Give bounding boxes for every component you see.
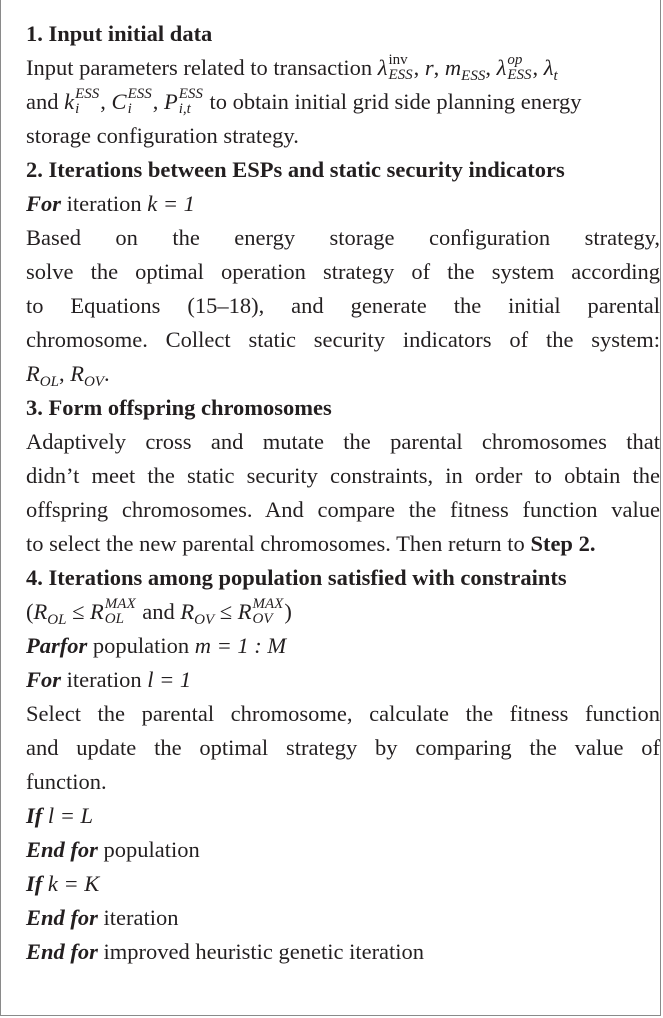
step4-if-k: If k = K xyxy=(26,871,100,896)
step2-body-line: chromosome. Collect static security indicators of the system: xyxy=(26,327,660,352)
step4-endfor-population: End for population xyxy=(26,837,200,862)
step2-body-line: to Equations (15–18), and generate the initial parental xyxy=(26,293,660,318)
step4-body-line: function. xyxy=(26,769,107,794)
step3-last-line: to select the new parental chromosomes. Then return to Step 2. xyxy=(26,531,596,556)
step3-body-line: Adaptively cross and mutate the parental chromosomes that xyxy=(26,429,660,454)
step1-heading: 1. Input initial data xyxy=(26,21,213,46)
step4-parfor-line: Parfor population m = 1 : M xyxy=(26,633,287,658)
algorithm-content xyxy=(26,17,660,969)
step4-body-line: and update the optimal strategy by comparing the value of xyxy=(26,735,660,760)
step2-body-line: solve the optimal operation strategy of the system according xyxy=(26,259,660,284)
step1-line1: Input parameters related to transaction λ inv ESS , r, $m_{ESS}$, λ op ESS , $\lambda_t$ xyxy=(26,51,558,84)
step4-endfor-heuristic: End for improved heuristic genetic iteration xyxy=(26,939,425,964)
step4-body-line: Select the parental chromosome, calculate the fitness function xyxy=(26,701,660,726)
step3-body-line: didn’t meet the static security constraints, in order to obtain the xyxy=(26,463,660,488)
step2-body-line: Based on the energy storage configuration strategy, xyxy=(26,225,660,250)
step4-heading: 4. Iterations among population satisfied with constraints xyxy=(26,565,567,590)
step2-heading: 2. Iterations between ESPs and static security indicators xyxy=(26,157,565,182)
step4-for-line: For iteration l = 1 xyxy=(26,667,192,692)
step4-constraint: ($R_{OL} \le R$ MAX OL and $R_{OV} \le R$ MAX OV ) xyxy=(26,595,292,628)
step2-indicators: $R_{OL}$, $R_{OV}$. xyxy=(26,361,110,390)
step4-if-l: If l = L xyxy=(26,803,94,828)
step1-line2: and k ESS i , C ESS i , P ESS i,t to obtain initial grid side planning energy xyxy=(26,85,582,117)
step4-endfor-iteration: End for iteration xyxy=(26,905,179,930)
step3-body-line: offspring chromosomes. And compare the fitness function value xyxy=(26,497,660,522)
step2-for-line: For iteration k = 1 xyxy=(26,191,195,216)
step3-heading: 3. Form offspring chromosomes xyxy=(26,395,332,420)
step1-line3: storage configuration strategy. xyxy=(26,123,299,148)
